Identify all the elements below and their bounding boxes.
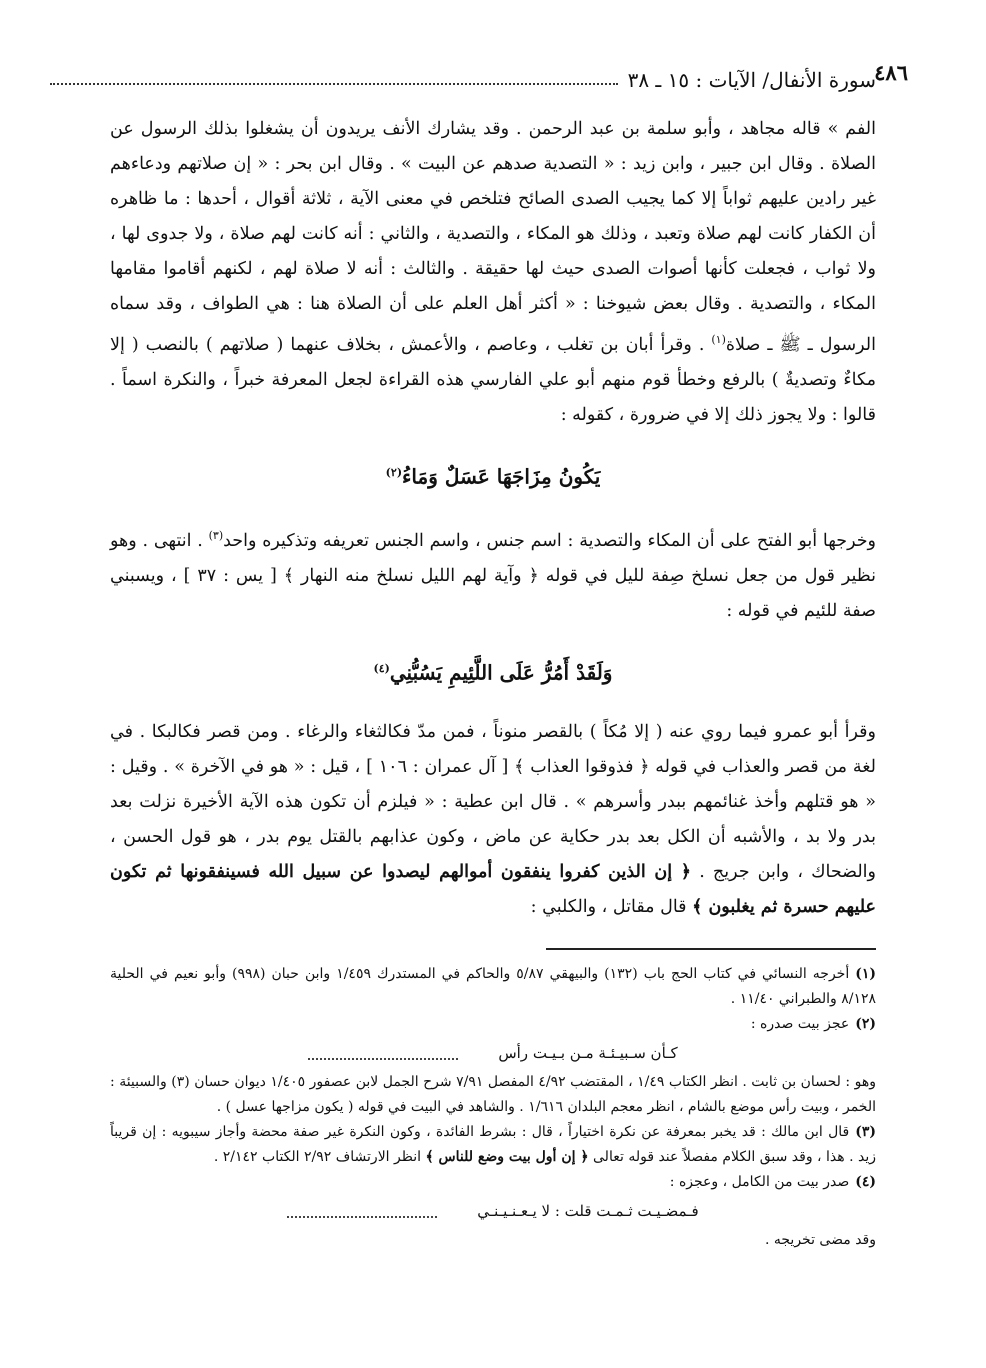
verse-1-text: يَكُونُ مِزَاجَهَا عَسَلٌ وَمَاءُ [402,464,601,489]
paragraph-2-text: وخرجها أبو الفتح على أن المكاء والتصدية : اسم جنس ، واسم الجنس تعريفه وتذكيره واحد [223,531,877,552]
footnote-separator [546,948,876,950]
footnote-2-text-cont: وهو : لحسان بن ثابت . انظر الكتاب ١/٤٩ ، المقتضب ٤/٩٢ المفصل ٧/٩١ شرح الجمل لابن عصفور ١/٤٠٥ ديوان حسان (٣) والسبيئة : الخمر ، وبيت رأس موضع بالشام ، انظر معجم البلدان ١/٦١٦ . والشاهد في البيت في قوله ( يكون مزاجها عسل ) . [110,1074,876,1115]
paragraph-3-text-end: قال مقاتل ، والكلبي : [530,896,693,917]
footnote-3-number: (٣) [855,1124,876,1140]
paragraph-2 [110,518,876,629]
footnote-4-number: (٤) [855,1174,876,1190]
header-dotted-leader [50,83,618,85]
running-header [40,60,876,92]
paragraph-3 [110,715,876,925]
footnote-1 [110,962,876,1012]
footnote-2-poem [110,1041,876,1066]
footnote-3-text: قال ابن مالك : قد يخبر بمعرفة عن نكرة اختياراً ، قال : بشرط الفائدة ، وكون النكرة غير صفة محضة وأجاز سيبويه : إن قريباً زيد . هذا ، وقد سبق الكلام مفصلاً عند قوله تعالى [110,1124,876,1165]
footnote-4-poem-text: فـمضـيـت ثـمـت قلت : لا يـعـنـيـنـي [477,1202,699,1220]
footnote-4-cont [110,1228,876,1253]
paragraph-1 [110,112,876,433]
page-number: ٤٨٦ [874,60,908,85]
verse-2-text: وَلَقَدْ أَمُرُّ عَلَى اللَّئِيمِ يَسُبُّنِي [389,660,613,685]
footnote-4-text: صدر بيت من الكامل ، وعجزه : [669,1174,850,1190]
footnote-ref-1: (١) [711,333,726,346]
footnote-ref-4: (٤) [373,662,390,676]
poem-dotted-leader [287,1216,437,1218]
footnote-4-poem [110,1199,876,1224]
footnote-2-cont [110,1070,876,1120]
verse-2 [110,651,876,691]
paragraph-1-text: الفم » قاله مجاهد ، وأبو سلمة بن عبد الرحمن . وقد يشارك الأنف يريدون أن يشغلوا بذلك الرسول عن الصلاة . وقال ابن جبير ، وابن زيد : « التصدية صدهم عن البيت » . وقال ابن بحر : « إن صلاتهم ودعاءهم غير رادين عليهم ثواباً إلا كما يجيب الصدى الصائح فتلخص في معنى الآية ، ثلاثة أقوال ، أحدها : ما ظاهره أن الكفار كانت لهم صلاة وتعبد ، وذلك هو المكاء ، والتصدية ، والثاني : أنه كانت لهم صلاة ، ولا جدوى لها ، ولا ثواب ، فجعلت كأنها أصوات الصدى حيث لها حقيقة . والثالث : أنه لا صلاة لهم ، لكنهم أقاموا مقامها المكاء ، والتصدية . وقال بعض شيوخنا : « أكثر أهل العلم على أن الصلاة هنا : هي الطواف ، وقد سماه الرسول ـ ﷺ ـ صلاة [110,119,876,355]
footnote-1-number: (١) [855,966,876,982]
paragraph-1-text-cont: . وقرأ أبان بن تغلب ، وعاصم ، والأعمش ، بخلاف عنهما ( صلاتهم ) بالنصب ( إلا مكاءٌ وتصديةٌ ) بالرفع وخطأ قوم منهم أبو علي الفارسي هذه القراءة لجعل المعرفة خبراً ، والنكرة اسماً . قالوا : ولا يجوز ذلك إلا في ضرورة ، كقوله : [110,334,876,425]
paragraph-3-text: وقرأ أبو عمرو فيما روي عنه ( إلا مُكاً ) بالقصر منوناً ، فمن مدّ فكالثغاء والرغاء . ومن قصر فكالبكا . في لغة من قصر والعذاب في قوله ﴿ فذوقوا العذاب ﴾ [ آل عمران : ١٠٦ ] ، قيل : « هو في الآخرة » . وقيل : « هو قتلهم وأخذ غنائمهم ببدر وأسرهم » . قال ابن عطية : « فيلزم أن تكون هذه الآية الأخيرة نزلت بعد بدر ولا بد ، والأشبه أن الكل بعد بدر حكاية عن ماض ، وكون عذابهم بالقتل يوم بدر ، هو قول الحسن ، والضحاك ، وابن جريج . [110,721,877,882]
footnote-3-text-end: انظر الارتشاف ٢/٩٢ الكتاب ٢/١٤٢ . [213,1149,426,1165]
footnote-4-text-cont: وقد مضى تخريجه . [764,1232,876,1248]
footnote-ref-3: (٣) [208,529,224,543]
footnote-2-number: (٢) [855,1016,876,1032]
footnote-4 [110,1170,876,1195]
footnote-2-poem-text: كـأن سـبيـئـة مـن بـيـت رأس [498,1044,678,1062]
running-header-title: سورة الأنفال/ الآيات : ١٥ ـ ٣٨ [627,68,876,92]
footnote-3-quran-quote: ﴿ إن أول بيت وضع للناس ﴾ [425,1149,589,1165]
paragraph-2-text-cont: . انتهى . وهو نظير قول من جعل نسلخ صِفة لليل في قوله ﴿ وآية لهم الليل نسلخ منه النهار ﴾ [ يس : ٣٧ ] ، ويسبني صفة للئيم في قوله : [110,531,877,622]
quran-quote: ﴿ إن الذين كفروا ينفقون أموالهم ليصدوا عن سبيل الله فسينفقونها ثم تكون عليهم حسرة ثم يغلبون ﴾ [110,861,876,917]
footnote-2 [110,1012,876,1037]
footnote-3 [110,1120,876,1170]
footnotes [110,962,876,1253]
footnote-2-text: عجز بيت صدره : [750,1016,850,1032]
main-text [110,112,876,925]
verse-1 [110,455,876,495]
footnote-ref-2: (٢) [385,465,403,479]
footnote-1-text: أخرجه النسائي في كتاب الحج باب (١٣٢) والبيهقي ٥/٨٧ والحاكم في المستدرك ١/٤٥٩ وابن حبان (٩٩٨) وأبو نعيم في الحلية ٨/١٢٨ والطبراني ١١/٤٠ . [110,966,876,1007]
poem-dotted-leader [308,1058,458,1060]
